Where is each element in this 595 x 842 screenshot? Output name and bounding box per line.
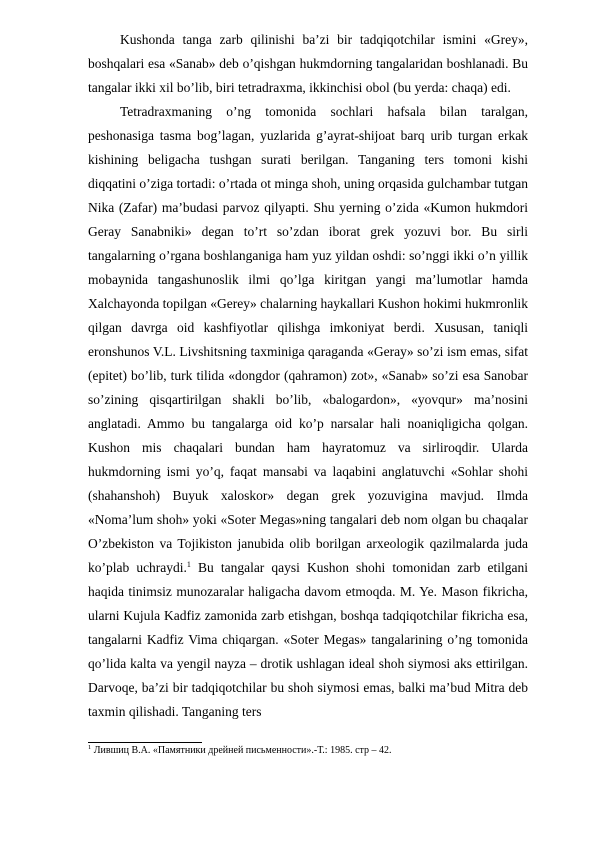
footnote-text: Лившиц В.А. «Памятники дрейней письменности».-Т.: 1985. стр – 42. xyxy=(91,745,392,756)
footnote-number: 1 xyxy=(88,744,92,751)
paragraph-1 xyxy=(88,28,528,100)
footnote xyxy=(88,744,528,758)
body-text xyxy=(88,28,528,724)
paragraph-2-text-after-ref: Bu tangalar qaysi Kushon shohi tomonidan zarb etilgani haqida tinimsiz munozaralar haligacha davom etmoqda. M. Ye. Mason fikricha, ularni Kujula Kadfiz zamonida zarb etishgan, boshqa tadqiqotchilar fikricha esa, tangalarni Kadfiz Vima chiqargan. «Soter Megas» tangalarining o’ng tomonida qo’lida kalta va yengil nayza – drotik ushlagan ideal shoh siymosi aks ettirilgan. Darvoqe, ba’zi bir tadqiqotchilar bu shoh siymosi emas, balki ma’bud Mitra deb taxmin qilishadi. Tanganing ters xyxy=(88,560,528,719)
paragraph-1-text: Kushonda tanga zarb qilinishi ba’zi bir tadqiqotchilar ismini «Grey», boshqalari esa «Sanab» deb o’qishgan hukmdorning tangalaridan boshlanadi. Bu tangalar ikki xil bo’lib, biri tetradraxma, ikkinchisi obol (bu yerda: chaqa) edi. xyxy=(88,32,528,95)
footnote-separator xyxy=(88,742,202,743)
paragraph-2 xyxy=(88,100,528,724)
paragraph-2-text-before-ref: Tetradraxmaning o’ng tomonida sochlari hafsala bilan taralgan, peshonasiga tasma bog’lagan, yuzlarida g’ayrat-shijoat barq urib turgan erkak kishining beligacha tushgan surati berilgan. Tanganing ters tomoni kishi diqqatini o’ziga tortadi: o’rtada ot minga shoh, uning orqasida gulchambar tutgan Nika (Zafar) ma’budasi parvoz qilyapti. Shu yerning o’zida «Kumon hukmdori Geray Sanabniki» degan to’rt so’zdan iborat grek yozuvi bor. Bu sirli tangalarning o’rgana boshlanganiga ham yuz yildan oshdi: so’nggi ikki o’n yillik mobaynida tangashunoslik ilmi qo’lga kiritgan yangi ma’lumotlar hamda Xalchayonda topilgan «Gerey» chalarning haykallari Kushon hokimi hukmronlik qilgan davrga oid kashfiyotlar qilishga imkoniyat berdi. Xususan, taniqli eronshunos V.L. Livshitsning taxminiga qaraganda «Geray» so’zi ism emas, sifat (epitet) bo’lib, turk tilida «dongdor (qahramon) zot», «Sanab» so’zi esa Sanobar so’zining qisqartirilgan shakli bo’lib, «balogardon», «yovqur» ma’nosini anglatadi. Ammo bu tangalarga oid ko’p narsalar hali noaniqligicha qolgan. Kushon mis chaqalari bundan ham hayratomuz va sirliroqdir. Ularda hukmdorning ismi yo’q, faqat mansabi va laqabini anglatuvchi «Sohlar shohi (shahanshoh) Buyuk xaloskor» degan grek yozuvigina mavjud. Ilmda «Noma’lum shoh» yoki «Soter Megas»ning tangalari deb nom olgan bu chaqalar O’zbekiston va Tojikiston janubida olib borilgan arxeologik qazilmalarda juda ko’plab uchraydi. xyxy=(88,104,528,575)
footnote-reference: 1 xyxy=(186,560,191,569)
